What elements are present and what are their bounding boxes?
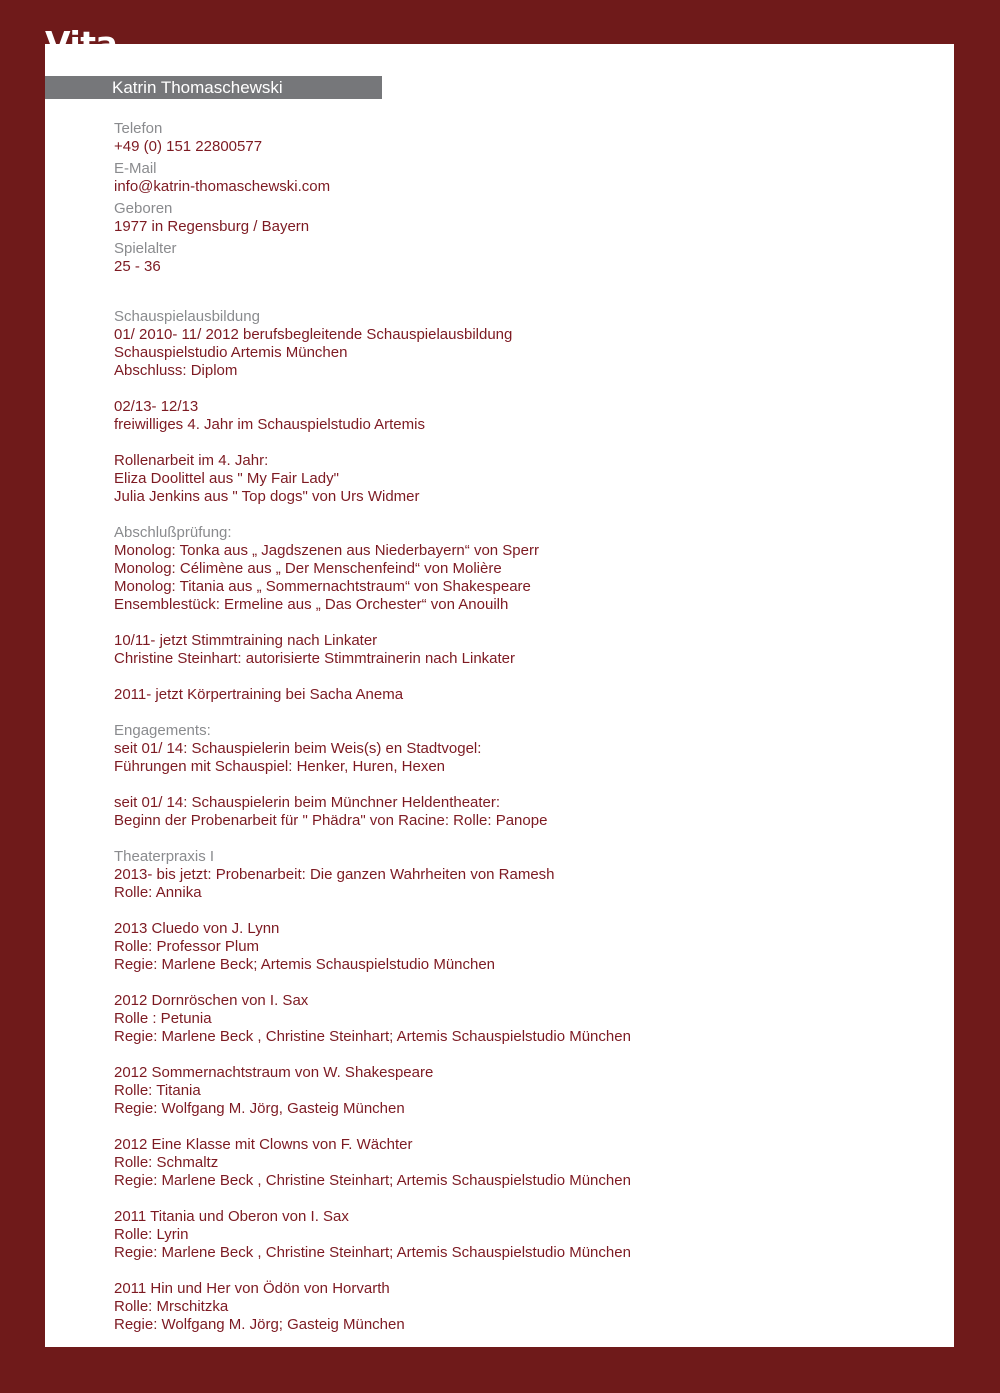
entry-block bbox=[114, 686, 631, 704]
entry-line: Monolog: Titania aus „ Sommernachtstraum“ von Shakespeare bbox=[114, 578, 531, 595]
entry-line: Rolle: Annika bbox=[114, 884, 202, 901]
cv-content bbox=[114, 120, 631, 1334]
section-label: Engagements: bbox=[114, 722, 211, 739]
entry-line: Rolle: Professor Plum bbox=[114, 938, 260, 955]
entry-line: 01/ 2010- 11/ 2012 berufsbegleitende Schauspielausbildung bbox=[114, 326, 513, 343]
entry-line: 02/13- 12/13 bbox=[114, 398, 199, 415]
entry-line: Regie: Marlene Beck , Christine Steinhart; Artemis Schauspielstudio München bbox=[114, 1172, 631, 1189]
cv-page bbox=[45, 44, 954, 1347]
entry-line: Monolog: Célimène aus „ Der Menschenfeind“ von Molière bbox=[114, 560, 502, 577]
entry-line: 2011 Hin und Her von Ödön von Horvarth bbox=[114, 1280, 390, 1297]
section-label: Schauspielausbildung bbox=[114, 308, 260, 325]
section-ausbildung bbox=[114, 308, 631, 380]
entry-block bbox=[114, 1064, 631, 1118]
entry-line: 2011- jetzt Körpertraining bei Sacha Anema bbox=[114, 686, 404, 703]
entry-line: Abschluss: Diplom bbox=[114, 362, 238, 379]
contact-value: info@katrin-thomaschewski.com bbox=[114, 178, 331, 195]
name-bar: Katrin Thomaschewski bbox=[45, 76, 382, 99]
contact-value: 25 - 36 bbox=[114, 258, 161, 275]
entry-line: 2012 Sommernachtstraum von W. Shakespeare bbox=[114, 1064, 434, 1081]
entry-line: Eliza Doolittel aus " My Fair Lady" bbox=[114, 470, 339, 487]
entry-line: 2011 Titania und Oberon von I. Sax bbox=[114, 1208, 349, 1225]
contact-born bbox=[114, 200, 631, 236]
entry-line: Regie: Wolfgang M. Jörg; Gasteig München bbox=[114, 1316, 405, 1333]
entry-line: Beginn der Probenarbeit für " Phädra" von Racine: Rolle: Panope bbox=[114, 812, 548, 829]
entry-line: 2012 Eine Klasse mit Clowns von F. Wächter bbox=[114, 1136, 413, 1153]
section-abschlusspruefung bbox=[114, 524, 631, 614]
entry-block bbox=[114, 920, 631, 974]
section-label: Theaterpraxis I bbox=[114, 848, 215, 865]
entry-line: seit 01/ 14: Schauspielerin beim Weis(s) en Stadtvogel: bbox=[114, 740, 482, 757]
entry-line: 2013 Cluedo von J. Lynn bbox=[114, 920, 280, 937]
contact-value: 1977 in Regensburg / Bayern bbox=[114, 218, 310, 235]
contact-label: Spielalter bbox=[114, 240, 177, 257]
section-theaterpraxis bbox=[114, 848, 631, 902]
entry-block bbox=[114, 452, 631, 506]
entry-line: Regie: Marlene Beck , Christine Steinhart; Artemis Schauspielstudio München bbox=[114, 1244, 631, 1261]
entry-block bbox=[114, 398, 631, 434]
entry-line: Regie: Marlene Beck; Artemis Schauspielstudio München bbox=[114, 956, 496, 973]
entry-line: Rolle: Schmaltz bbox=[114, 1154, 219, 1171]
entry-block bbox=[114, 1208, 631, 1262]
contact-value: +49 (0) 151 22800577 bbox=[114, 138, 263, 155]
entry-line: Julia Jenkins aus " Top dogs" von Urs Widmer bbox=[114, 488, 420, 505]
section-label: Abschlußprüfung: bbox=[114, 524, 232, 541]
entry-line: Schauspielstudio Artemis München bbox=[114, 344, 348, 361]
entry-line: Regie: Wolfgang M. Jörg, Gasteig München bbox=[114, 1100, 405, 1117]
entry-line: 2012 Dornröschen von I. Sax bbox=[114, 992, 309, 1009]
entry-line: Rolle: Titania bbox=[114, 1082, 201, 1099]
entry-block bbox=[114, 632, 631, 668]
entry-line: Christine Steinhart: autorisierte Stimmtrainerin nach Linkater bbox=[114, 650, 516, 667]
entry-block bbox=[114, 1136, 631, 1190]
entry-line: Führungen mit Schauspiel: Henker, Huren, Hexen bbox=[114, 758, 446, 775]
entry-line: Rollenarbeit im 4. Jahr: bbox=[114, 452, 269, 469]
entry-line: 10/11- jetzt Stimmtraining nach Linkater bbox=[114, 632, 378, 649]
section-engagements bbox=[114, 722, 631, 776]
contact-age-range bbox=[114, 240, 631, 276]
entry-block bbox=[114, 1280, 631, 1334]
entry-line: Rolle : Petunia bbox=[114, 1010, 212, 1027]
contact-label: E-Mail bbox=[114, 160, 157, 177]
entry-line: Regie: Marlene Beck , Christine Steinhart; Artemis Schauspielstudio München bbox=[114, 1028, 631, 1045]
contact-label: Geboren bbox=[114, 200, 173, 217]
entry-block bbox=[114, 992, 631, 1046]
entry-block bbox=[114, 794, 631, 830]
contact-email bbox=[114, 160, 631, 196]
contact-phone bbox=[114, 120, 631, 156]
entry-line: 2013- bis jetzt: Probenarbeit: Die ganzen Wahrheiten von Ramesh bbox=[114, 866, 555, 883]
entry-line: Ensemblestück: Ermeline aus „ Das Orchester“ von Anouilh bbox=[114, 596, 509, 613]
entry-line: seit 01/ 14: Schauspielerin beim Münchner Heldentheater: bbox=[114, 794, 501, 811]
entry-line: Rolle: Lyrin bbox=[114, 1226, 189, 1243]
entry-line: freiwilliges 4. Jahr im Schauspielstudio Artemis bbox=[114, 416, 425, 433]
contact-label: Telefon bbox=[114, 120, 163, 137]
entry-line: Rolle: Mrschitzka bbox=[114, 1298, 229, 1315]
entry-line: Monolog: Tonka aus „ Jagdszenen aus Niederbayern“ von Sperr bbox=[114, 542, 539, 559]
